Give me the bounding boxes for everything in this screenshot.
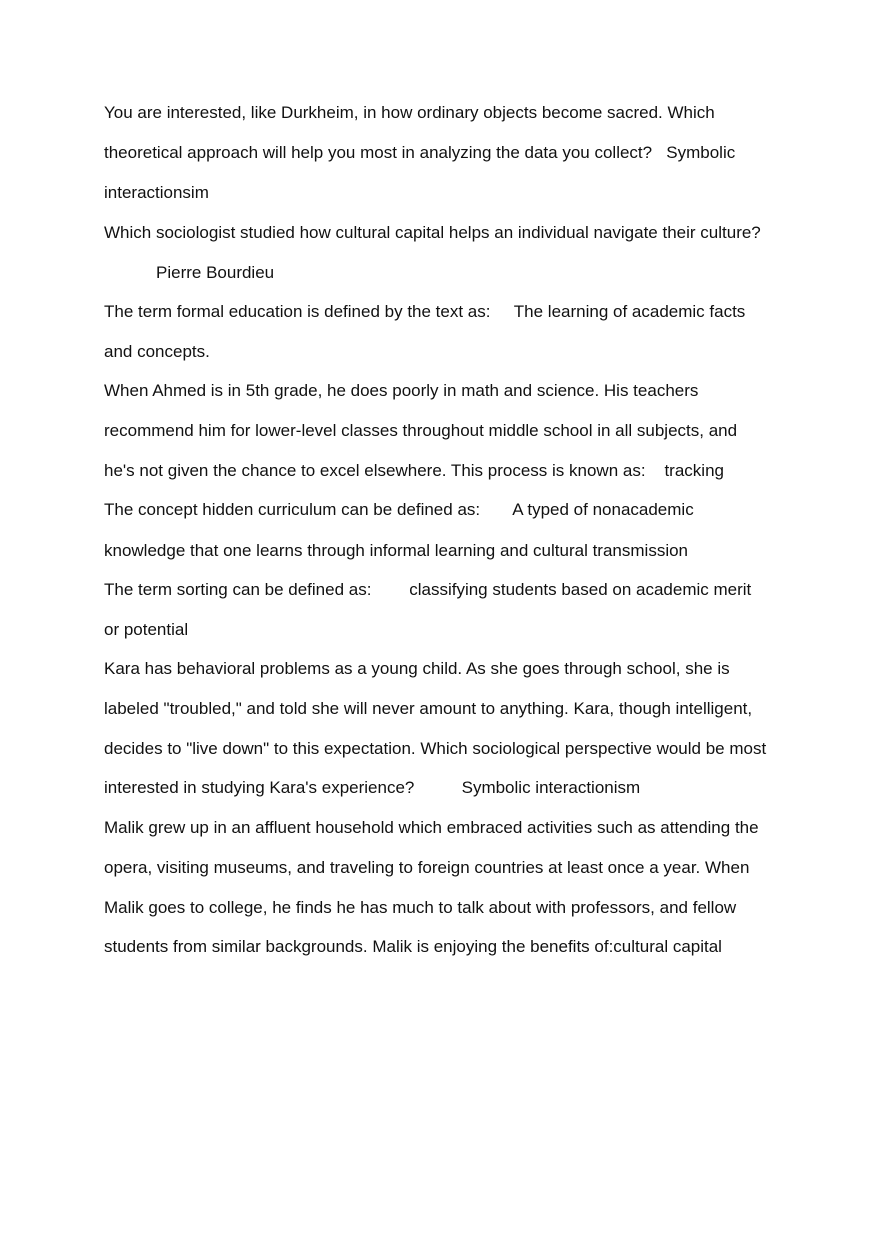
question-7-line-1: Kara has behavioral problems as a young child. As she goes through school, she is [104,659,730,678]
question-8-line-4: students from similar backgrounds. Malik is enjoying the benefits of:cultural capital [104,937,722,956]
question-5-line-1: The concept hidden curriculum can be defined as: A typed of nonacademic [104,500,694,519]
question-4-line-3: he's not given the chance to excel elsewhere. This process is known as: tracking [104,461,724,480]
question-4-line-1: When Ahmed is in 5th grade, he does poorly in math and science. His teachers [104,381,699,400]
question-4-line-2: recommend him for lower-level classes throughout middle school in all subjects, and [104,421,738,440]
question-6-line-1: The term sorting can be defined as: classifying students based on academic merit [104,580,752,599]
question-8-line-2: opera, visiting museums, and traveling to foreign countries at least once a year. When [104,858,750,877]
question-5-line-2: knowledge that one learns through informal learning and cultural transmission [104,541,689,560]
question-3-line-2: and concepts. [104,342,210,361]
question-7-line-3: decides to "live down" to this expectation. Which sociological perspective would be most [104,739,767,758]
question-1-line-3: interactionsim [104,183,209,202]
question-7-line-2: labeled "troubled," and told she will never amount to anything. Kara, though intelligent, [104,699,753,718]
question-3-line-1: The term formal education is defined by the text as: The learning of academic facts [104,302,746,321]
question-2-line-1: Which sociologist studied how cultural capital helps an individual navigate their culture? [104,223,761,242]
question-8-line-3: Malik goes to college, he finds he has much to talk about with professors, and fellow [104,898,737,917]
question-1-line-2: theoretical approach will help you most in analyzing the data you collect? Symbolic [104,143,736,162]
question-2-answer: Pierre Bourdieu [156,263,275,282]
question-7-line-4: interested in studying Kara's experience? Symbolic interactionism [104,778,641,797]
question-6-line-2: or potential [104,620,189,639]
question-8-line-1: Malik grew up in an affluent household which embraced activities such as attending the [104,818,759,837]
question-1-line-1: You are interested, like Durkheim, in how ordinary objects become sacred. Which [104,103,715,122]
